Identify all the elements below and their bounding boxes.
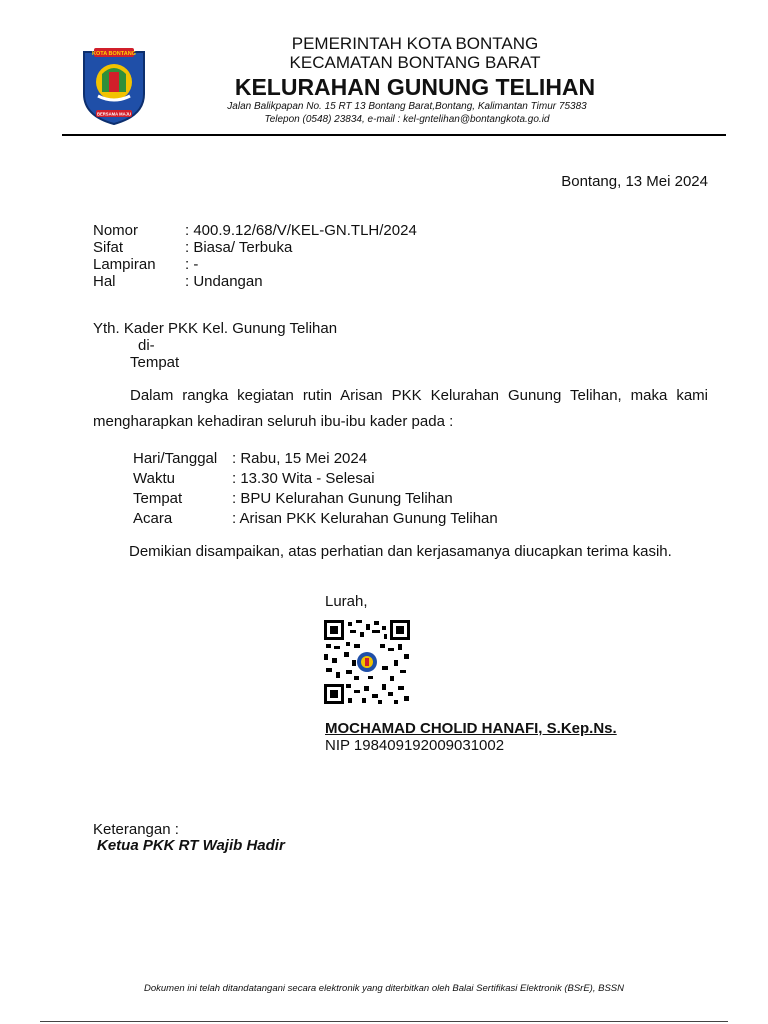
meta-row-attachment: Lampiran : -: [93, 256, 199, 273]
recipient-line: Yth. Kader PKK Kel. Gunung Telihan: [93, 320, 338, 337]
detail-row-date: Hari/Tanggal : Rabu, 15 Mei 2024: [133, 450, 368, 467]
signatory-name: MOCHAMAD CHOLID HANAFI, S.Kep.Ns.: [325, 720, 617, 737]
svg-text:BERSAMA MAJU: BERSAMA MAJU: [96, 111, 132, 117]
event-details: [133, 449, 498, 529]
detail-row-place: Tempat : BPU Kelurahan Gunung Telihan: [133, 490, 453, 507]
letter-date: Bontang, 13 Mei 2024: [561, 173, 708, 190]
qr-code: [324, 620, 410, 704]
footer-divider: [40, 1021, 728, 1022]
meta-row-nature: Sifat : Biasa/ Terbuka: [93, 239, 293, 256]
office-contact: Telepon (0548) 23834, e-mail : kel-gntelihan@bontangkota.go.id: [264, 114, 550, 125]
closing-text: Demikian disampaikan, atas perhatian dan kerjasamanya diucapkan terima kasih.: [129, 543, 672, 560]
letter-meta: [93, 222, 417, 290]
detail-row-time: Waktu : 13.30 Wita - Selesai: [133, 470, 375, 487]
recipient-place: Tempat: [130, 354, 180, 371]
signature-title: Lurah,: [325, 593, 368, 610]
note-label: Keterangan :: [93, 821, 179, 838]
svg-text:KOTA BONTANG: KOTA BONTANG: [92, 51, 136, 57]
office-address: Jalan Balikpapan No. 15 RT 13 Bontang Barat,Bontang, Kalimantan Timur 75383: [227, 101, 587, 112]
signatory-nip: NIP 198409192009031002: [325, 737, 505, 754]
city-logo: [80, 44, 148, 126]
recipient-di: di-: [138, 337, 155, 354]
meta-row-subject: Hal : Undangan: [93, 273, 263, 290]
note-text: Ketua PKK RT Wajib Hadir: [97, 837, 285, 854]
e-signature-footer: Dokumen ini telah ditandatangani secara elektronik yang diterbitkan oleh Balai Sertifikasi Elektronik (BSrE), BSSN: [144, 983, 624, 994]
office-name: KELURAHAN GUNUNG TELIHAN: [234, 74, 596, 100]
body-paragraph: Dalam rangka kegiatan rutin Arisan PKK Kelurahan Gunung Telihan, maka kami mengharapkan kehadiran seluruh ibu-ibu kader pada :: [93, 387, 708, 430]
district-name: KECAMATAN BONTANG BARAT: [289, 53, 541, 72]
detail-row-event: Acara : Arisan PKK Kelurahan Gunung Telihan: [133, 510, 498, 527]
meta-row-number: Nomor : 400.9.12/68/V/KEL-GN.TLH/2024: [93, 222, 417, 239]
header-divider: [62, 134, 726, 136]
government-name: PEMERINTAH KOTA BONTANG: [291, 34, 539, 53]
